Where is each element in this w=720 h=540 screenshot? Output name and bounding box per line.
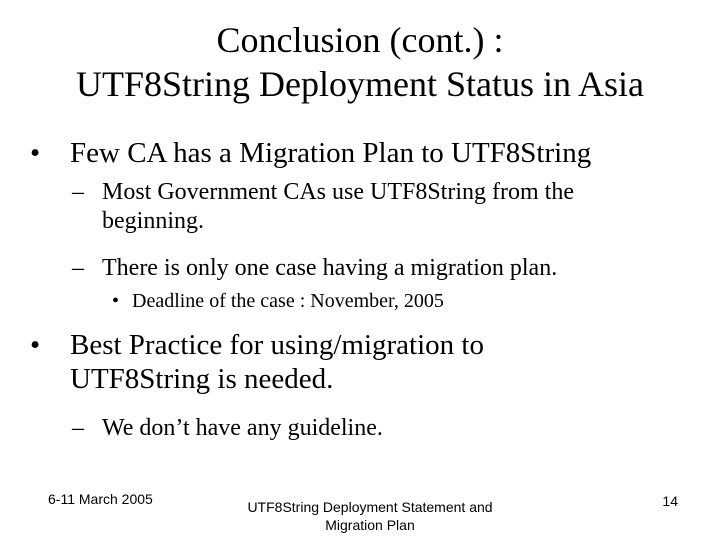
bullet-text: Best Practice for using/migration to UTF8String is needed. xyxy=(70,329,484,395)
bullet-text: Few CA has a Migration Plan to UTF8String xyxy=(70,137,592,169)
sub-bullet-item-1-1 xyxy=(72,178,672,236)
sub-bullet-text: We don’t have any guideline. xyxy=(102,415,383,441)
dash-marker: – xyxy=(72,415,84,441)
bullet-marker: • xyxy=(112,290,120,312)
footer-title: UTF8String Deployment Statement and Migration Plan xyxy=(247,499,493,533)
dash-marker: – xyxy=(72,255,84,281)
sub-bullet-text: There is only one case having a migration plan. xyxy=(102,255,558,281)
page-number: 14 xyxy=(662,493,678,509)
bullet-marker: • xyxy=(30,329,41,361)
sub-bullet-text: Most Government CAs use UTF8String from the beginning. xyxy=(102,179,574,234)
sub-sub-bullet-item-1-2-1 xyxy=(112,289,672,313)
slide-title-line-1: Conclusion (cont.) : xyxy=(216,20,504,60)
bullet-item-1 xyxy=(30,136,690,170)
slide-title xyxy=(0,18,720,106)
footer-date: 6-11 March 2005 xyxy=(48,491,153,507)
sub-bullet-item-1-2 xyxy=(72,254,672,283)
sub-bullet-item-2-1 xyxy=(72,414,672,443)
slide-title-line-2: UTF8String Deployment Status in Asia xyxy=(75,64,644,104)
sub-sub-bullet-text: Deadline of the case : November, 2005 xyxy=(132,290,444,312)
bullet-item-2 xyxy=(30,328,690,396)
dash-marker: – xyxy=(72,179,84,205)
bullet-marker: • xyxy=(30,137,41,169)
